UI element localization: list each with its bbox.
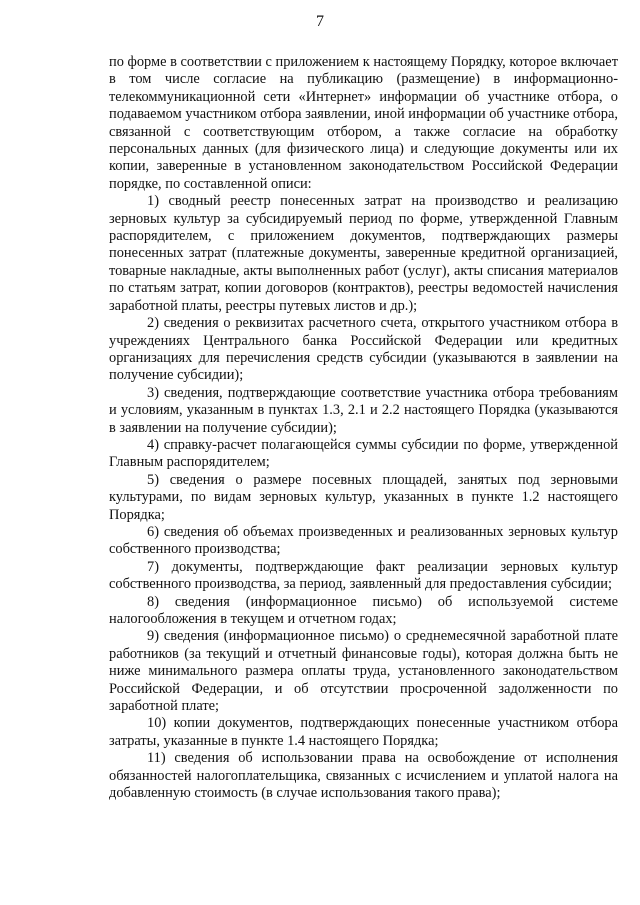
page-number: 7 [316,13,324,30]
list-item-8: 8) сведения (информационное письмо) об используемой системе налогообложения в текущем и отчетном годах; [109,593,618,627]
list-item-2: 2) сведения о реквизитах расчетного счета, открытого участником отбора в учреждениях Центрального банка Российской Федерации или кредитных организациях для перечисления средств субсидии (указываются в заявлении на получение субсидии); [109,315,618,384]
list-item-3: 3) сведения, подтверждающие соответствие участника отбора требованиям и условиям, указанным в пунктах 1.3, 2.1 и 2.2 настоящего Порядка (указываются в заявлении на получение субсидии); [109,384,618,436]
document-body [109,54,618,802]
list-item-1: 1) сводный реестр понесенных затрат на производство и реализацию зерновых культур за субсидируемый период по форме, утвержденной Главным распорядителем, с приложением документов, подтверждающих размеры понесенных затрат (платежные документы, заверенные кредитной организацией, товарные накладные, акты выполненных работ (услуг), акты списания материалов по статьям затрат, копии договоров (контрактов), реестры ведомостей начисления заработной платы, реестры путевых листов и др.); [109,193,618,314]
list-item-11: 11) сведения об использовании права на освобождение от исполнения обязанностей налогоплательщика, связанных с исчислением и уплатой налога на добавленную стоимость (в случае использования такого права); [109,750,618,802]
list-item-10: 10) копии документов, подтверждающих понесенные участником отбора затраты, указанные в пункте 1.4 настоящего Порядка; [109,715,618,749]
list-item-7: 7) документы, подтверждающие факт реализации зерновых культур собственного производства, за период, заявленный для предоставления субсидии; [109,558,618,593]
list-item-9: 9) сведения (информационное письмо) о среднемесячной заработной плате работников (за текущий и отчетный финансовые годы), которая должна быть не ниже минимального размера оплаты труда, установленного законодательством Российской Федерации, и об отсутствии просроченной задолженности по заработной плате; [109,628,618,715]
list-item-5: 5) сведения о размере посевных площадей, занятых под зерновыми культурами, по видам зерновых культур, указанных в пункте 1.2 настоящего Порядка; [109,471,618,523]
list-item-6: 6) сведения об объемах произведенных и реализованных зерновых культур собственного производства; [109,523,618,558]
list-item-4: 4) справку-расчет полагающейся суммы субсидии по форме, утвержденной Главным распорядителем; [109,436,618,471]
intro-paragraph: по форме в соответствии с приложением к настоящему Порядку, которое включает в том числе согласие на публикацию (размещение) в информационно-телекоммуникационной сети «Интернет» информации об участнике отбора, о подаваемом участником отбора заявлении, иной информации об участнике отбора, связанной с соответствующим отбором, а также согласие на обработку персональных данных (для физического лица) и следующие документы или их копии, заверенные в установленном законодательством Российской Федерации порядке, по составленной описи: [109,54,618,192]
